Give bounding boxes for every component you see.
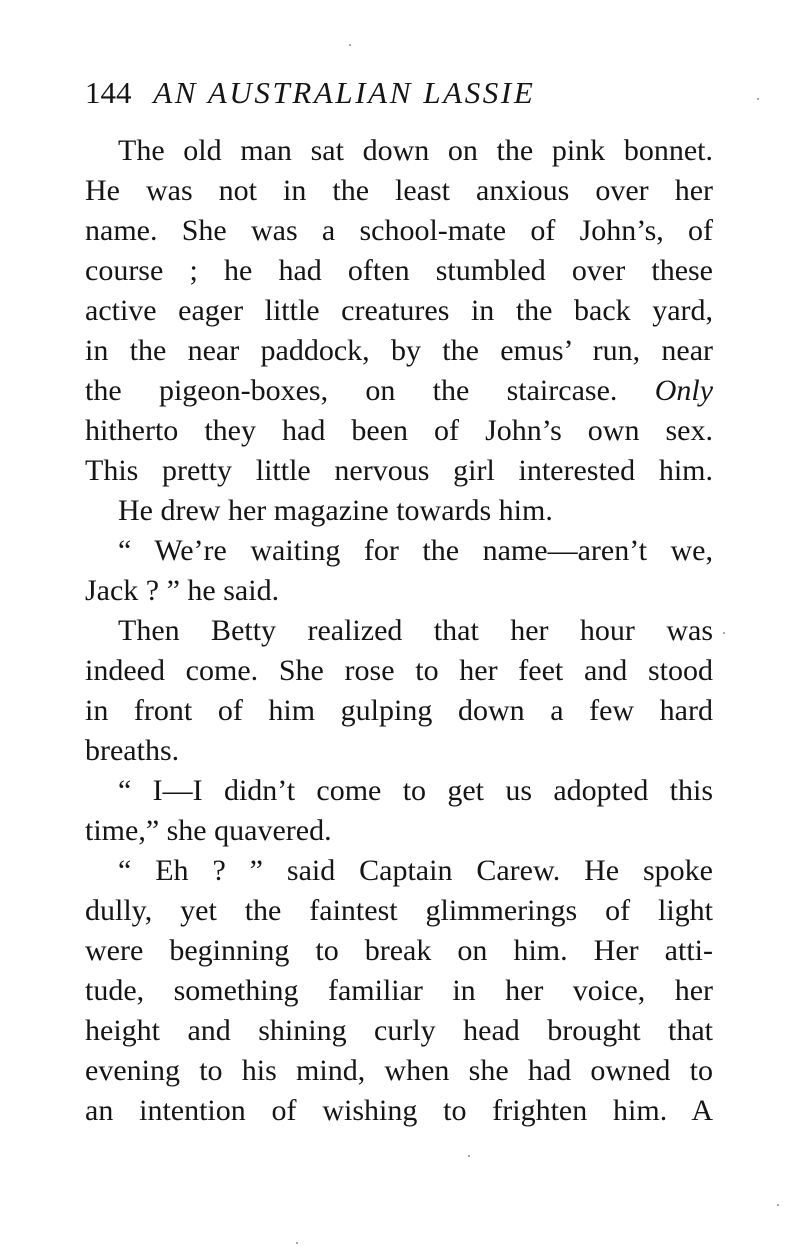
text-line: Jack ? ” he said.: [85, 574, 280, 607]
text-line: This pretty little nervous girl interested him.: [85, 454, 713, 487]
paper-speck: [349, 44, 351, 46]
text-line: Then Betty realized that her hour was: [118, 614, 713, 647]
text-line: He drew her magazine towards him.: [118, 494, 553, 527]
text-line: “ I—I didn’t come to get us adopted this: [118, 774, 713, 807]
text-line: breaths.: [85, 734, 180, 767]
text-line: evening to his mind, when she had owned to: [85, 1054, 713, 1087]
book-title: AN AUSTRALIAN LASSIE: [153, 75, 536, 110]
paper-speck: [723, 632, 725, 634]
text-line: [85, 371, 713, 411]
text-line: hitherto they had been of John’s own sex.: [85, 414, 713, 447]
text-line: “ Eh ? ” said Captain Carew. He spoke: [118, 854, 713, 887]
text-line: time,” she quavered.: [85, 814, 332, 847]
text-line-roman: the pigeon-boxes, on the staircase.: [85, 374, 618, 407]
text-line: an intention of wishing to frighten him. A: [85, 1094, 713, 1127]
text-line: name. She was a school-mate of John’s, of: [85, 214, 713, 247]
text-line: were beginning to break on him. Her atti-: [85, 934, 713, 967]
text-line: tude, something familiar in her voice, her: [85, 974, 713, 1007]
text-line: He was not in the least anxious over her: [85, 174, 713, 207]
text-line: The old man sat down on the pink bonnet.: [118, 134, 713, 167]
text-line: “ We’re waiting for the name—aren’t we,: [118, 534, 713, 567]
text-line: dully, yet the faintest glimmerings of light: [85, 894, 713, 927]
italic-word: Only: [654, 374, 714, 407]
paper-speck: [296, 1242, 298, 1244]
text-line: course ; he had often stumbled over these: [85, 254, 713, 287]
running-head: [85, 70, 725, 116]
paper-speck: [757, 98, 759, 100]
page-number: 144: [85, 75, 132, 110]
paper-speck: [468, 1155, 470, 1157]
text-line: in front of him gulping down a few hard: [85, 694, 713, 727]
text-line: in the near paddock, by the emus’ run, near: [85, 334, 713, 367]
paper-speck: [777, 1204, 779, 1206]
body-text: [85, 131, 713, 1131]
text-line: indeed come. She rose to her feet and stood: [85, 654, 713, 687]
text-line: height and shining curly head brought that: [85, 1014, 713, 1047]
text-line: active eager little creatures in the back yard,: [85, 294, 713, 327]
